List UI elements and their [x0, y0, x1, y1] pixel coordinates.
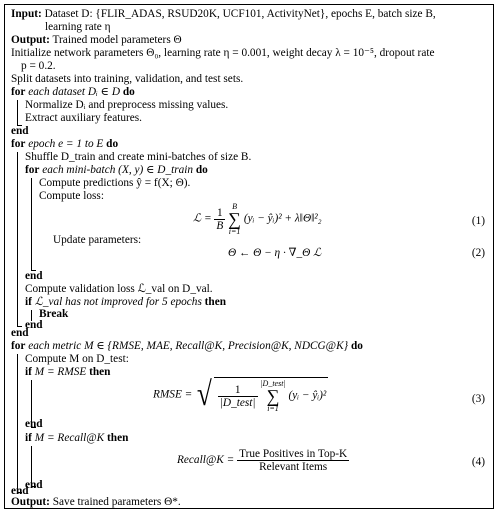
kw-do: do: [350, 340, 363, 352]
kw-do: do: [106, 138, 119, 150]
equation-number-3: (3): [471, 393, 485, 405]
sum-lower: i=1: [267, 404, 279, 413]
if-condition: M = Recall@K: [34, 432, 105, 444]
frac-denominator: |D_test|: [219, 396, 256, 409]
kw-for: for: [11, 340, 26, 352]
kw-for: for: [11, 138, 26, 150]
equation-number-1: (1): [471, 215, 485, 227]
kw-if: if: [25, 296, 32, 308]
equation-number-4: (4): [471, 456, 485, 468]
init-line-2: p = 0.2.: [21, 60, 56, 72]
eq-lhs: Recall@K =: [177, 454, 235, 467]
equation-1: [193, 202, 322, 236]
block-bar: [17, 100, 18, 125]
loop-condition: epoch e = 1 to E: [28, 138, 104, 150]
equation-4: [177, 448, 349, 473]
end-if-early: end: [25, 319, 43, 331]
extract-line: Extract auxiliary features.: [25, 112, 142, 124]
for-epoch-line: [11, 138, 118, 151]
sqrt-body: [214, 377, 328, 413]
for-metric-line: [11, 340, 363, 353]
normalize-line: Normalize Dᵢ and preprocess missing values.: [25, 99, 229, 111]
sum-lower: i=1: [228, 227, 241, 236]
for-dataset-line: [11, 86, 135, 99]
for-batch-line: [25, 164, 208, 177]
block-bar: [31, 178, 32, 270]
update-line: Update parameters:: [53, 234, 142, 246]
loop-condition: each dataset Dᵢ ∈ D: [28, 86, 120, 98]
equation-number-2: (2): [471, 247, 485, 259]
output-label: Output:: [11, 496, 50, 508]
split-line: Split datasets into training, validation, and test sets.: [11, 73, 244, 85]
if-rmse-line: [25, 366, 110, 379]
compute-m-line: Compute M on D_test:: [25, 353, 129, 365]
eq-body: (yᵢ − ŷᵢ)² + λ‖Θ‖²₂: [243, 212, 322, 225]
loop-condition: each mini-batch (X, y) ∈ D_train: [42, 164, 194, 176]
block-bar: [17, 354, 18, 492]
kw-then: then: [107, 432, 129, 444]
eq-fraction: [218, 384, 258, 409]
sqrt-sign: √: [197, 376, 212, 413]
input-line-2: learning rate η: [45, 21, 111, 33]
kw-if: if: [25, 432, 32, 444]
sum-upper: B: [232, 202, 238, 211]
frac-numerator: True Positives in Top-K: [239, 448, 348, 460]
eq-fraction: [237, 448, 349, 473]
end-batch: end: [25, 270, 43, 282]
kw-for: for: [25, 164, 40, 176]
input-text: Dataset D: {FLIR_ADAS, RSUD20K, UCF101, ActivityNet}, epochs E, batch size B,: [44, 8, 436, 20]
end-metric: end: [11, 485, 29, 497]
if-condition: ℒ_val has not improved for 5 epochs: [34, 296, 202, 308]
eq-lhs: ℒ =: [193, 212, 212, 225]
output-line-top: [11, 34, 182, 47]
end-if-rmse: end: [25, 418, 43, 430]
input-line-1: [11, 8, 436, 21]
algorithm-box: [4, 4, 494, 509]
summation: |D_test| ∑ i=1: [260, 379, 286, 413]
end-dataset: end: [11, 125, 29, 137]
eq-fraction: [214, 207, 225, 232]
block-bar: [17, 152, 18, 326]
kw-then: then: [204, 296, 227, 308]
break-line: Break: [39, 308, 69, 320]
frac-numerator: 1: [218, 384, 258, 397]
frac-numerator: 1: [214, 207, 225, 220]
eq-body: (yᵢ − ŷᵢ)²: [288, 389, 327, 402]
if-condition: M = RMSE: [34, 366, 87, 378]
validate-line: Compute validation loss ℒ_val on D_val.: [25, 283, 213, 295]
end-if-recall: end: [25, 479, 43, 491]
summation: B ∑ i=1: [228, 202, 241, 236]
input-label: Input:: [11, 8, 42, 20]
equation-2: Θ ← Θ − η · ∇_Θ ℒ: [228, 247, 322, 259]
init-line-1: Initialize network parameters Θ₀, learning rate η = 0.001, weight decay λ = 10⁻⁵, dropout rate: [11, 47, 435, 59]
shuffle-line: Shuffle D_train and create mini-batches of size B.: [25, 151, 252, 163]
kw-for: for: [11, 86, 26, 98]
equation-3: [153, 377, 328, 413]
frac-denominator: Relevant Items: [259, 461, 328, 473]
output-line-bottom: [11, 496, 181, 509]
end-epoch: end: [11, 327, 29, 339]
if-recall-line: [25, 432, 128, 445]
kw-do: do: [122, 86, 135, 98]
eq-lhs: RMSE =: [153, 388, 193, 401]
output-text: Save trained parameters Θ*.: [52, 496, 181, 508]
sum-upper: |D_test|: [260, 379, 286, 388]
loop-condition: each metric M ∈ {RMSE, MAE, Recall@K, Precision@K, NDCG@K}: [28, 340, 349, 352]
output-label: Output:: [11, 34, 50, 46]
frac-denominator: B: [216, 219, 224, 232]
kw-do: do: [195, 164, 208, 176]
kw-if: if: [25, 366, 32, 378]
output-text: Trained model parameters Θ: [52, 34, 182, 46]
kw-then: then: [89, 366, 111, 378]
compute-loss-line: Compute loss:: [39, 190, 104, 202]
predict-line: Compute predictions ŷ = f(X; Θ).: [39, 177, 191, 189]
